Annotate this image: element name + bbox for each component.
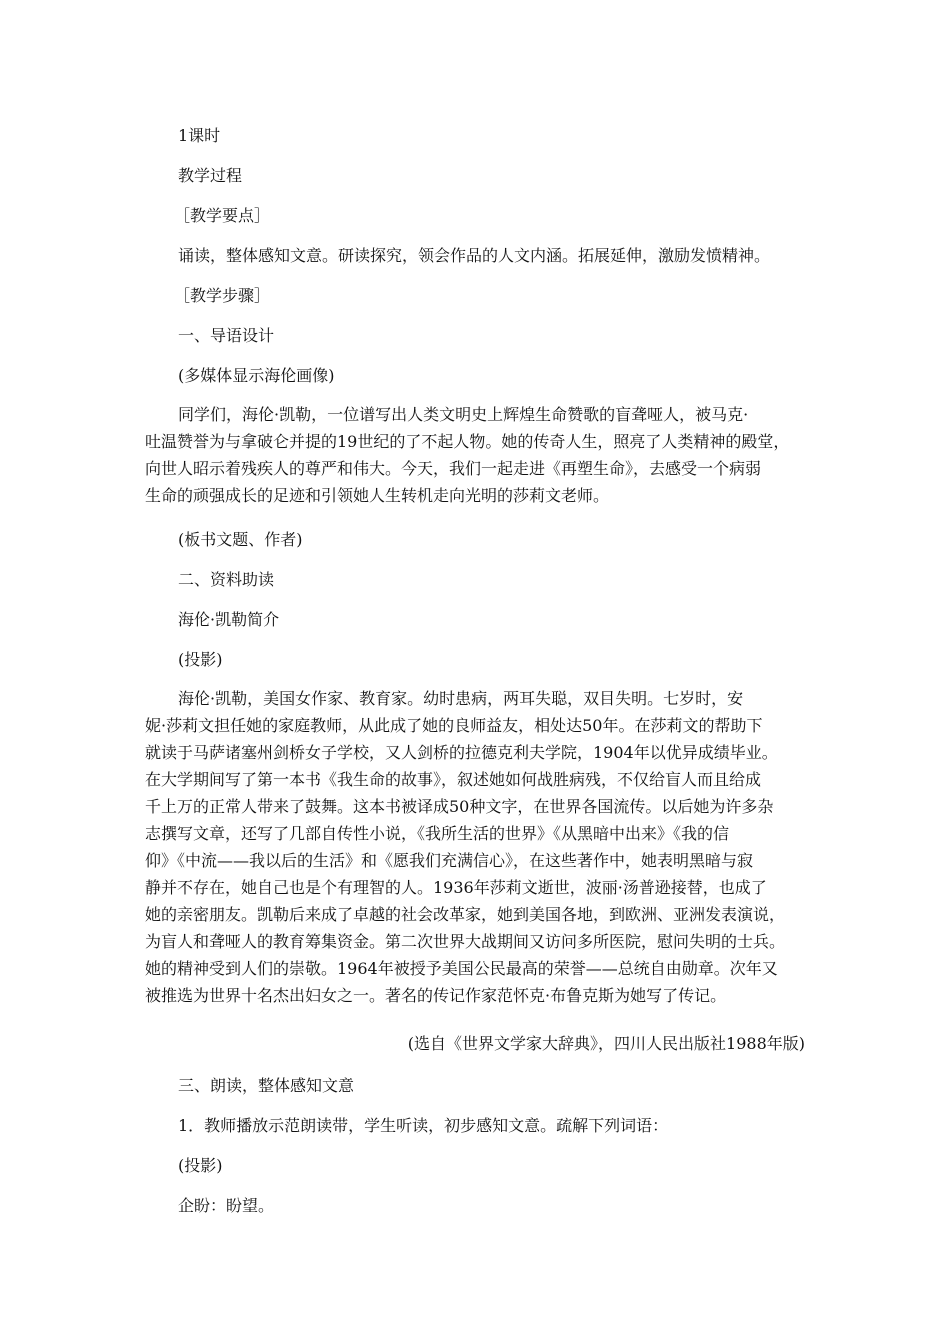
bio-line: 为盲人和聋哑人的教育筹集资金。第二次世界大战期间又访问多所医院，慰问失明的士兵。 — [145, 932, 786, 951]
bio-paragraph — [145, 685, 805, 1009]
bio-line: 志撰写文章，还写了几部自传性小说，《我所生活的世界》《从黑暗中出来》《我的信 — [145, 824, 730, 843]
projection-note: (投影) — [178, 650, 223, 669]
bio-line: 在大学期间写了第一本书《我生命的故事》，叙述她如何战胜病残，不仅给盲人而且给成 — [145, 770, 762, 789]
lesson-duration: 1课时 — [178, 126, 221, 145]
bio-title: 海伦·凯勒简介 — [178, 610, 280, 629]
board-note: (板书文题、作者) — [178, 530, 303, 549]
bio-line: 她的亲密朋友。凯勒后来成了卓越的社会改革家，她到美国各地，到欧洲、亚洲发表演说， — [145, 905, 786, 924]
bio-line: 她的精神受到人们的崇敬。1964年被授予美国公民最高的荣誉——总统自由勋章。次年又 — [145, 959, 778, 978]
intro-line: 生命的顽强成长的足迹和引领她人生转机走向光明的莎莉文老师。 — [145, 486, 610, 505]
intro-line: 向世人昭示着残疾人的尊严和伟大。今天，我们一起走进《再塑生命》，去感受一个病弱 — [145, 459, 762, 478]
bio-line: 千上万的正常人带来了鼓舞。这本书被译成50种文字，在世界各国流传。以后她为许多杂 — [145, 797, 774, 816]
bio-line: 海伦·凯勒，美国女作家、教育家。幼时患病，两耳失聪，双目失明。七岁时，安 — [178, 689, 744, 708]
projection-note: (投影) — [178, 1156, 223, 1175]
process-heading: 教学过程 — [178, 166, 243, 185]
bio-line: 静并不存在，她自己也是个有理智的人。1936年莎莉文逝世，波丽·汤普逊接替，也成了 — [145, 878, 767, 897]
steps-heading: ［教学步骤］ — [174, 286, 271, 305]
bio-source: (选自《世界文学家大辞典》，四川人民出版社1988年版) — [407, 1034, 805, 1053]
bio-line: 被推选为世界十名杰出妇女之一。著名的传记作家范怀克·布鲁克斯为她写了传记。 — [145, 986, 727, 1005]
intro-paragraph — [145, 401, 805, 509]
step1-text: 1．教师播放示范朗读带，学生听读，初步感知文意。疏解下列词语： — [178, 1116, 669, 1135]
intro-line: 吐温赞誉为与拿破仑并提的19世纪的了不起人物。她的传奇人生，照亮了人类精神的殿堂， — [145, 432, 790, 451]
section3-title: 三、朗读，整体感知文意 — [178, 1076, 355, 1095]
bio-line: 妮·莎莉文担任她的家庭教师，从此成了她的良师益友，相处达50年。在莎莉文的帮助下 — [145, 716, 763, 735]
section1-title: 一、导语设计 — [178, 326, 275, 345]
bio-line: 仰》《中流——我以后的生活》和《愿我们充满信心》，在这些著作中，她表明黑暗与寂 — [145, 851, 754, 870]
section1-note: (多媒体显示海伦画像) — [178, 366, 335, 385]
section2-title: 二、资料助读 — [178, 570, 275, 589]
intro-line: 同学们，海伦·凯勒，一位谱写出人类文明史上辉煌生命赞歌的盲聋哑人，被马克· — [178, 405, 749, 424]
bio-line: 就读于马萨诸塞州剑桥女子学校，又人剑桥的拉德克利夫学院，1904年以优异成绩毕业。 — [145, 743, 778, 762]
key-points-heading: ［教学要点］ — [174, 206, 271, 225]
vocab-item: 企盼：盼望。 — [178, 1196, 275, 1215]
key-points-text: 诵读，整体感知文意。研读探究，领会作品的人文内涵。拓展延伸，激励发愤精神。 — [178, 246, 771, 265]
